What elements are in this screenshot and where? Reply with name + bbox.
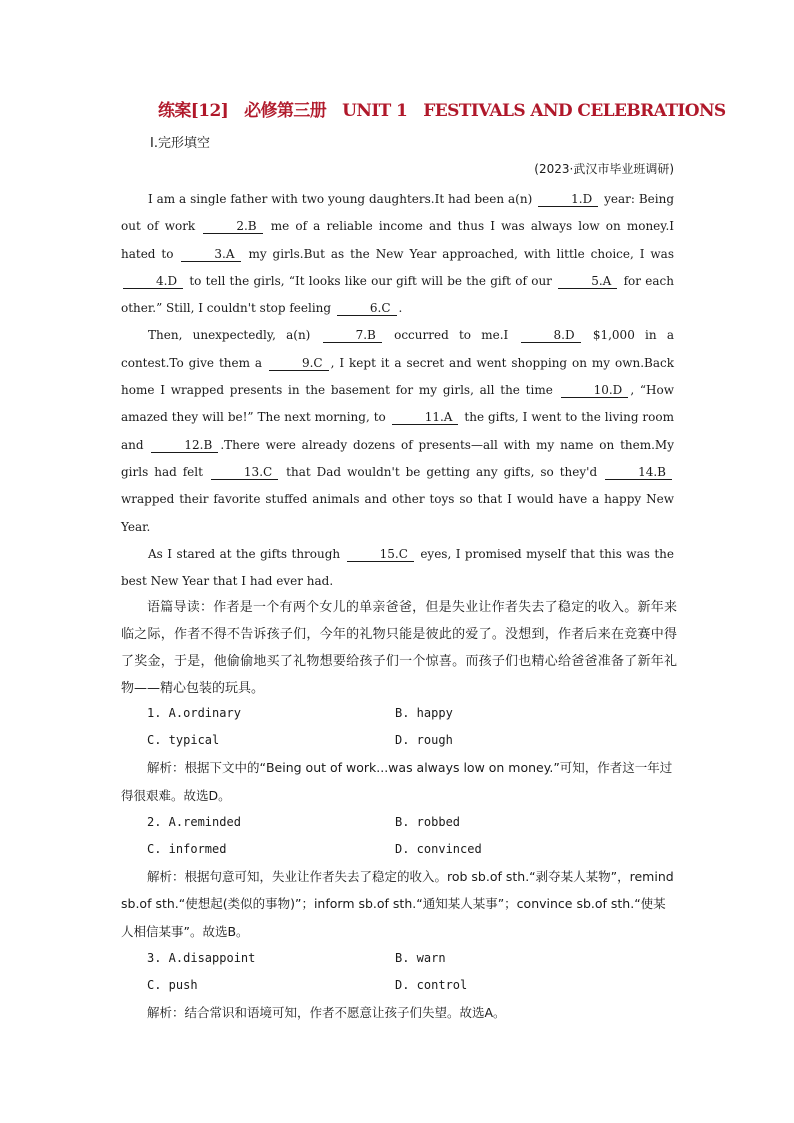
passage-text: my girls.But as the New Year approached, with little choice, I was (242, 246, 674, 261)
option: 3. A.disappoint (147, 950, 256, 965)
passage-text: that Dad wouldn't be getting any gifts, so they'd (280, 464, 604, 479)
option-row (121, 836, 677, 863)
answer-blank: 7.B (323, 328, 382, 343)
option-row (121, 945, 677, 972)
option: B. warn (395, 950, 446, 965)
passage-text: , I kept it a secret and went shopping on my own.Back home I wrapped presents in the basement for my girls, all the time (121, 355, 674, 398)
question-list (121, 700, 677, 1026)
passage-paragraph (121, 186, 674, 322)
passage-text: me of a reliable income and thus I was always low on money.I hated to (121, 219, 675, 261)
passage-text: As I stared at the gifts through (148, 546, 345, 561)
answer-blank: 13.C (211, 465, 278, 480)
option: B. happy (395, 706, 453, 720)
option-row (121, 809, 677, 836)
title-lesson: 练案[12] (158, 101, 229, 121)
option-row (121, 727, 677, 754)
answer-blank: 6.C (337, 301, 397, 316)
reading-guide: 语篇导读：作者是一个有两个女儿的单亲爸爸，但是失业让作者失去了稳定的收入。新年来临之际，作者不得不告诉孩子们，今年的礼物只能是彼此的爱了。没想到，作者后来在竞赛中得了奖金，于是，他偷偷地买了礼物想要给孩子们一个惊喜。而孩子们也精心给爸爸准备了新年礼物——精心包装的玩具。 (121, 600, 677, 696)
passage-paragraph (121, 541, 674, 596)
option: D. rough (395, 733, 453, 748)
answer-blank: 3.A (181, 247, 240, 262)
title-book: 必修第三册 (244, 101, 327, 121)
answer-blank: 14.B (605, 465, 672, 480)
passage-text: $1,000 in a contest.To give them a (121, 328, 675, 370)
source-note: (2023·武汉市毕业班调研) (534, 162, 674, 176)
answer-blank: 10.D (561, 383, 629, 398)
passage-text: the gifts, I went to the living room and (121, 410, 674, 452)
option-row (121, 972, 677, 999)
passage-text: for each other.” Still, I couldn't stop feeling (121, 273, 674, 316)
page-title (158, 96, 742, 121)
passage-text: occurred to me.I (383, 328, 519, 343)
title-topic: FESTIVALS AND CELEBRATIONS (423, 101, 726, 121)
option: D. control (395, 978, 468, 993)
option: 1. A.ordinary (147, 706, 241, 720)
analysis: 解析：结合常识和语境可知，作者不愿意让孩子们失望。故选A。 (147, 1005, 506, 1021)
passage-paragraph (121, 322, 674, 540)
analysis: 解析：根据句意可知，失业让作者失去了稳定的收入。rob sb.of sth.“剥夺某人某物”，remind sb.of sth.“使想起(类似的事物)”；inform sb.of sth.“通知某人某事”；convince sb.of sth.“使某人相信某事”。故选B。 (121, 869, 674, 939)
answer-blank: 1.D (538, 192, 598, 207)
question-item (121, 809, 677, 945)
passage-text: . (398, 301, 403, 316)
answer-blank: 12.B (151, 438, 218, 453)
question-item (121, 945, 677, 1027)
passage-text: to tell the girls, “It looks like our gift will be the gift of our (185, 273, 557, 288)
answer-blank: 8.D (521, 328, 581, 343)
option: C. push (147, 978, 198, 993)
option: C. typical (147, 733, 220, 748)
answer-blank: 15.C (347, 547, 414, 562)
cloze-passage (121, 186, 674, 595)
passage-text: year: Being out of work (121, 192, 674, 234)
title-unit: UNIT 1 (342, 101, 408, 121)
answer-blank: 9.C (269, 356, 329, 371)
option: B. robbed (395, 814, 461, 829)
option-row (121, 700, 677, 727)
passage-text: , “How amazed they will be!” The next morning, to (121, 383, 674, 425)
passage-text: wrapped their favorite stuffed animals and other toys so that I would have a happy New Year. (121, 492, 674, 534)
passage-text: Then, unexpectedly, a(n) (148, 328, 321, 343)
analysis: 解析：根据下文中的“Being out of work...was always low on money.”可知，作者这一年过得很艰难。故选D。 (121, 760, 673, 803)
option: 2. A.reminded (147, 814, 241, 829)
answer-blank: 4.D (123, 274, 183, 289)
passage-text: .There were already dozens of presents—all with my name on them.My girls had felt (121, 437, 674, 479)
option: C. informed (147, 842, 227, 857)
section-heading: Ⅰ.完形填空 (150, 136, 210, 151)
passage-text: I am a single father with two young daughters.It had been a(n) (148, 192, 537, 206)
passage-text: eyes, I promised myself that this was the best New Year that I had ever had. (121, 546, 674, 589)
answer-blank: 11.A (392, 410, 459, 425)
answer-blank: 5.A (558, 274, 617, 289)
answer-blank: 2.B (203, 219, 262, 234)
option: D. convinced (395, 842, 482, 857)
question-item (121, 700, 677, 809)
